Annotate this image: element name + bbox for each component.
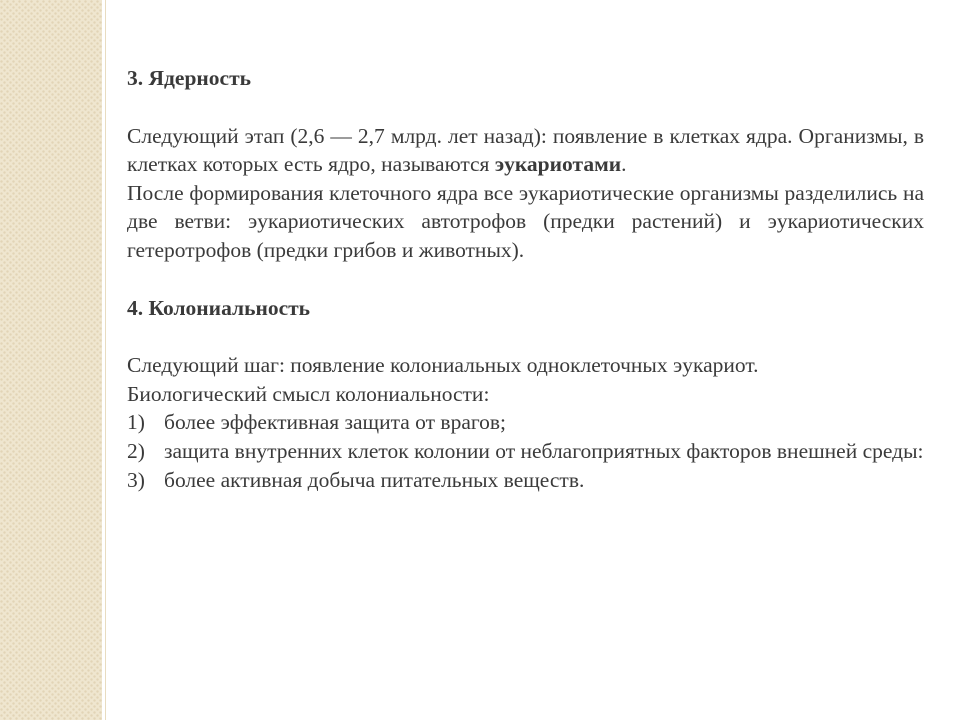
list-item bbox=[127, 466, 924, 495]
section-3-heading: 3. Ядерность bbox=[127, 66, 252, 90]
list-item-number: 2) bbox=[127, 438, 145, 463]
decorative-side-stripe bbox=[0, 0, 102, 720]
list-item-number: 3) bbox=[127, 467, 145, 492]
side-divider-line bbox=[105, 0, 106, 720]
section-3-paragraph-1-text: Следующий этап (2,6 — 2,7 млрд. лет назад): появление в клетках ядра. Организмы, в клетках которых есть ядро, называются bbox=[127, 123, 924, 177]
spacer bbox=[127, 265, 924, 294]
list-item bbox=[127, 437, 924, 466]
list-item-text: более активная добыча питательных веществ. bbox=[164, 467, 585, 492]
slide-content bbox=[127, 64, 924, 494]
list-item-text: защита внутренних клеток колонии от неблагоприятных факторов внешней среды: bbox=[164, 438, 924, 463]
spacer bbox=[127, 93, 924, 122]
eukaryotes-term: эукариотами bbox=[494, 152, 622, 177]
spacer bbox=[127, 322, 924, 351]
list-item-number: 1) bbox=[127, 410, 145, 435]
section-4-paragraph-2: Биологический смысл колониальности: bbox=[127, 381, 490, 406]
list-item bbox=[127, 408, 924, 437]
list-item-text: более эффективная защита от врагов; bbox=[164, 410, 507, 435]
section-4-paragraph-1: Следующий шаг: появление колониальных одноклеточных эукариот. bbox=[127, 353, 759, 378]
colonial-benefits-list bbox=[127, 408, 924, 494]
section-3-paragraph-2: После формирования клеточного ядра все эукариотические организмы разделились на две ветви: эукариотических автотрофов (предки растений) и эукариотических гетеротрофов (предки грибов и животных). bbox=[127, 180, 924, 262]
section-3-paragraph-1 bbox=[127, 122, 924, 179]
section-4-heading: 4. Колониальность bbox=[127, 295, 311, 320]
section-3-paragraph-1-end: . bbox=[621, 152, 627, 177]
